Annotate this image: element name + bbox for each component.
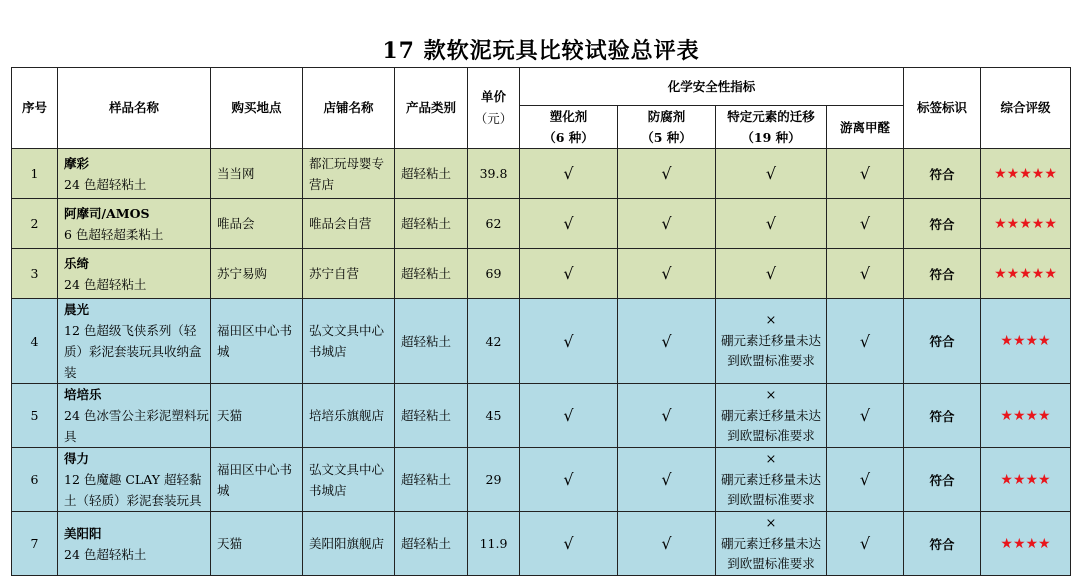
formaldehyde-cell bbox=[827, 384, 904, 448]
plasticizer-cell bbox=[520, 249, 618, 299]
formaldehyde-cell bbox=[827, 448, 904, 512]
table-row bbox=[12, 512, 1071, 576]
price-cell: 39.8 bbox=[468, 149, 520, 199]
check-mark: √ bbox=[859, 470, 871, 489]
place-cell: 天猫 bbox=[211, 384, 303, 448]
rating-cell bbox=[981, 249, 1071, 299]
category-cell: 超轻粘土 bbox=[395, 384, 468, 448]
price-cell: 42 bbox=[468, 299, 520, 384]
preservative-cell bbox=[618, 199, 716, 249]
seq-cell: 1 bbox=[12, 149, 58, 199]
sample-cell bbox=[58, 448, 211, 512]
check-mark: √ bbox=[563, 470, 574, 489]
shop-cell: 苏宁自营 bbox=[303, 249, 395, 299]
price-cell: 29 bbox=[468, 448, 520, 512]
seq-cell: 3 bbox=[12, 249, 58, 299]
label-cell: 符合 bbox=[904, 299, 981, 384]
sample-name: 得力 bbox=[64, 451, 90, 466]
check-mark: √ bbox=[859, 264, 871, 283]
check-mark: √ bbox=[661, 470, 672, 489]
place-cell: 当当网 bbox=[211, 149, 303, 199]
sample-desc: 24 色超轻粘土 bbox=[64, 546, 147, 562]
check-mark: √ bbox=[765, 164, 777, 183]
label-cell: 符合 bbox=[904, 199, 981, 249]
sample-cell bbox=[58, 249, 211, 299]
shop-cell: 唯品会自营 bbox=[303, 199, 395, 249]
sample-name: 阿摩司/AMOS bbox=[64, 205, 150, 221]
price-cell: 69 bbox=[468, 249, 520, 299]
migration-cell bbox=[716, 448, 827, 512]
rating-cell bbox=[981, 448, 1071, 512]
migration-cell bbox=[716, 249, 827, 299]
evaluation-table bbox=[11, 67, 1071, 576]
plasticizer-cell bbox=[520, 384, 618, 448]
check-mark: √ bbox=[661, 214, 672, 233]
label-cell: 符合 bbox=[904, 384, 981, 448]
header-sample: 样品名称 bbox=[58, 68, 211, 149]
table-row bbox=[12, 149, 1071, 199]
sample-cell bbox=[58, 149, 211, 199]
category-cell: 超轻粘土 bbox=[395, 199, 468, 249]
cross-mark: × bbox=[765, 387, 777, 403]
check-mark: √ bbox=[859, 406, 871, 425]
cross-mark: × bbox=[765, 515, 777, 531]
header-seq: 序号 bbox=[12, 68, 58, 149]
migration-note: 硼元素迁移量未达到欧盟标准要求 bbox=[720, 471, 821, 507]
category-cell: 超轻粘土 bbox=[395, 149, 468, 199]
sample-cell bbox=[58, 512, 211, 576]
formaldehyde-cell bbox=[827, 299, 904, 384]
seq-cell: 4 bbox=[12, 299, 58, 384]
header-migration bbox=[716, 106, 827, 149]
place-cell: 苏宁易购 bbox=[211, 249, 303, 299]
plasticizer-cell bbox=[520, 199, 618, 249]
header-price bbox=[468, 68, 520, 149]
price-cell: 11.9 bbox=[468, 512, 520, 576]
check-mark: √ bbox=[661, 264, 672, 283]
place-cell: 福田区中心书城 bbox=[211, 448, 303, 512]
check-mark: √ bbox=[563, 214, 574, 233]
sample-name: 乐绮 bbox=[64, 255, 90, 271]
plasticizer-cell bbox=[520, 448, 618, 512]
cross-mark: × bbox=[765, 313, 777, 328]
migration-note: 硼元素迁移量未达到欧盟标准要求 bbox=[720, 407, 821, 443]
preservative-cell bbox=[618, 149, 716, 199]
migration-note: 硼元素迁移量未达到欧盟标准要求 bbox=[720, 535, 821, 571]
sample-name: 培培乐 bbox=[64, 387, 102, 402]
plasticizer-cell bbox=[520, 149, 618, 199]
header-chem-group: 化学安全性指标 bbox=[520, 68, 904, 106]
category-cell: 超轻粘土 bbox=[395, 512, 468, 576]
header-price-line2: （元） bbox=[474, 111, 513, 126]
rating-cell bbox=[981, 512, 1071, 576]
table-row bbox=[12, 299, 1071, 384]
migration-cell bbox=[716, 299, 827, 384]
star-rating: ★★★★ bbox=[1000, 471, 1051, 488]
seq-cell: 6 bbox=[12, 448, 58, 512]
migration-cell bbox=[716, 512, 827, 576]
header-category: 产品类别 bbox=[395, 68, 468, 149]
header-plasticizer bbox=[520, 106, 618, 149]
sample-name: 晨光 bbox=[64, 302, 90, 317]
table-row bbox=[12, 448, 1071, 512]
sample-cell bbox=[58, 199, 211, 249]
check-mark: √ bbox=[859, 164, 871, 183]
table-row bbox=[12, 249, 1071, 299]
check-mark: √ bbox=[563, 534, 574, 553]
category-cell: 超轻粘土 bbox=[395, 299, 468, 384]
star-rating: ★★★★ bbox=[1000, 535, 1051, 552]
rating-cell bbox=[981, 299, 1071, 384]
header-preservative-line1: 防腐剂 bbox=[647, 109, 686, 124]
header-store-place: 购买地点 bbox=[211, 68, 303, 149]
sample-cell bbox=[58, 299, 211, 384]
check-mark: √ bbox=[563, 331, 574, 351]
seq-cell: 5 bbox=[12, 384, 58, 448]
price-cell: 62 bbox=[468, 199, 520, 249]
preservative-cell bbox=[618, 299, 716, 384]
migration-cell bbox=[716, 384, 827, 448]
sample-desc: 24 色超轻粘土 bbox=[64, 276, 147, 292]
star-rating: ★★★★ bbox=[1000, 333, 1051, 349]
star-rating: ★★★★★ bbox=[994, 165, 1057, 182]
place-cell: 唯品会 bbox=[211, 199, 303, 249]
plasticizer-cell bbox=[520, 512, 618, 576]
preservative-cell bbox=[618, 384, 716, 448]
check-mark: √ bbox=[563, 264, 574, 283]
category-cell: 超轻粘土 bbox=[395, 249, 468, 299]
preservative-cell bbox=[618, 512, 716, 576]
seq-cell: 2 bbox=[12, 199, 58, 249]
star-rating: ★★★★★ bbox=[994, 265, 1057, 282]
check-mark: √ bbox=[563, 164, 574, 183]
sample-desc: 24 色冰雪公主彩泥塑料玩具 bbox=[64, 408, 209, 444]
shop-cell: 都汇玩母婴专营店 bbox=[303, 149, 395, 199]
sample-desc: 12 色超级飞侠系列（轻质）彩泥套装玩具收纳盒装 bbox=[64, 323, 202, 380]
header-migration-line1: 特定元素的迁移 bbox=[727, 109, 815, 124]
label-cell: 符合 bbox=[904, 512, 981, 576]
migration-note: 硼元素迁移量未达到欧盟标准要求 bbox=[720, 333, 821, 368]
rating-cell bbox=[981, 199, 1071, 249]
preservative-cell bbox=[618, 448, 716, 512]
check-mark: √ bbox=[859, 534, 871, 553]
sample-cell bbox=[58, 384, 211, 448]
place-cell: 福田区中心书城 bbox=[211, 299, 303, 384]
plasticizer-cell bbox=[520, 299, 618, 384]
header-formaldehyde: 游离甲醛 bbox=[827, 106, 904, 149]
check-mark: √ bbox=[661, 406, 672, 425]
sample-desc: 12 色魔趣 CLAY 超轻黏土（轻质）彩泥套装玩具 bbox=[64, 472, 202, 508]
formaldehyde-cell bbox=[827, 149, 904, 199]
label-cell: 符合 bbox=[904, 149, 981, 199]
header-preservative bbox=[618, 106, 716, 149]
label-cell: 符合 bbox=[904, 249, 981, 299]
place-cell: 天猫 bbox=[211, 512, 303, 576]
cross-mark: × bbox=[765, 451, 777, 467]
table-row bbox=[12, 384, 1071, 448]
header-rating: 综合评级 bbox=[981, 68, 1071, 149]
shop-cell: 培培乐旗舰店 bbox=[303, 384, 395, 448]
table-row bbox=[12, 199, 1071, 249]
formaldehyde-cell bbox=[827, 249, 904, 299]
check-mark: √ bbox=[661, 164, 672, 183]
star-rating: ★★★★ bbox=[1000, 407, 1051, 424]
check-mark: √ bbox=[765, 264, 777, 283]
sample-name: 美阳阳 bbox=[64, 525, 102, 541]
label-cell: 符合 bbox=[904, 448, 981, 512]
check-mark: √ bbox=[661, 331, 672, 351]
rating-cell bbox=[981, 384, 1071, 448]
migration-cell bbox=[716, 199, 827, 249]
header-label: 标签标识 bbox=[904, 68, 981, 149]
header-migration-line2: （19 种） bbox=[741, 130, 801, 145]
shop-cell: 美阳阳旗舰店 bbox=[303, 512, 395, 576]
rating-cell bbox=[981, 149, 1071, 199]
header-price-line1: 单价 bbox=[480, 89, 506, 104]
header-preservative-line2: （5 种） bbox=[641, 130, 692, 145]
shop-cell: 弘文文具中心书城店 bbox=[303, 448, 395, 512]
formaldehyde-cell bbox=[827, 199, 904, 249]
price-cell: 45 bbox=[468, 384, 520, 448]
star-rating: ★★★★★ bbox=[994, 215, 1057, 232]
page-title: 17 款软泥玩具比较试验总评表 bbox=[382, 38, 700, 64]
check-mark: √ bbox=[661, 534, 672, 553]
preservative-cell bbox=[618, 249, 716, 299]
header-plasticizer-line2: （6 种） bbox=[543, 130, 594, 145]
sample-desc: 6 色超轻超柔粘土 bbox=[64, 226, 164, 242]
check-mark: √ bbox=[859, 214, 871, 233]
header-shop: 店铺名称 bbox=[303, 68, 395, 149]
check-mark: √ bbox=[765, 214, 777, 233]
shop-cell: 弘文文具中心书城店 bbox=[303, 299, 395, 384]
check-mark: √ bbox=[859, 331, 871, 351]
formaldehyde-cell bbox=[827, 512, 904, 576]
seq-cell: 7 bbox=[12, 512, 58, 576]
category-cell: 超轻粘土 bbox=[395, 448, 468, 512]
check-mark: √ bbox=[563, 406, 574, 425]
header-plasticizer-line1: 塑化剂 bbox=[549, 109, 588, 124]
migration-cell bbox=[716, 149, 827, 199]
sample-desc: 24 色超轻粘土 bbox=[64, 176, 147, 192]
sample-name: 摩彩 bbox=[64, 155, 90, 171]
